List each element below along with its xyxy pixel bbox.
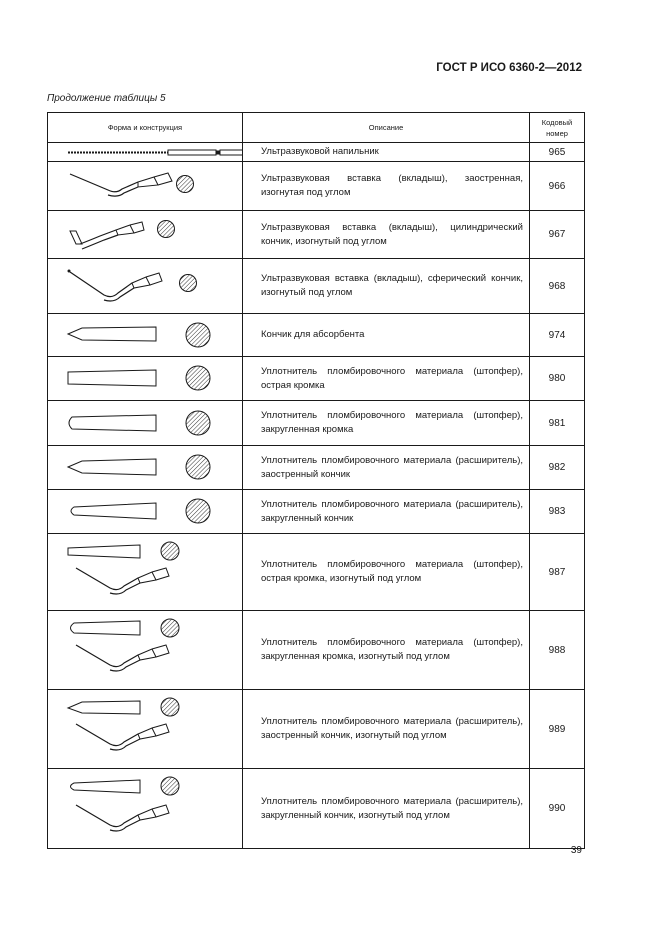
figure-spreader-pointed (48, 446, 243, 490)
row-code: 983 (530, 490, 585, 534)
row-desc: Уплотнитель пломбировочного материала (расширитель), закругленный кончик, изогнутый под углом (243, 769, 530, 849)
row-desc: Ультразвуковая вставка (вкладыш), заостренная, изогнутая под углом (243, 162, 530, 211)
spreader-rounded-angled-drawing (48, 769, 243, 848)
row-code: 988 (530, 611, 585, 690)
table-row (48, 534, 585, 611)
table-row (48, 162, 585, 211)
row-code: 981 (530, 401, 585, 446)
instrument-table (47, 112, 585, 849)
table-row (48, 769, 585, 849)
figure-insert-spherical (48, 259, 243, 314)
row-desc: Ультразвуковая вставка (вкладыш), сферический кончик, изогнутый под углом (243, 259, 530, 314)
spreader-rounded-drawing (48, 490, 243, 533)
table-continuation-caption: Продолжение таблицы 5 (47, 93, 166, 104)
insert-pointed-drawing (48, 162, 243, 210)
row-code: 967 (530, 211, 585, 259)
row-code: 966 (530, 162, 585, 211)
table-row (48, 259, 585, 314)
row-code: 990 (530, 769, 585, 849)
table-row (48, 446, 585, 490)
row-desc: Ультразвуковой напильник (243, 143, 530, 162)
plugger-sharp-drawing (48, 357, 243, 400)
plugger-sharp-angled-drawing (48, 534, 243, 610)
insert-spherical-drawing (48, 259, 243, 313)
spreader-pointed-angled-drawing (48, 690, 243, 768)
row-desc: Уплотнитель пломбировочного материала (штопфер), острая кромка (243, 357, 530, 401)
figure-spreader-rounded (48, 490, 243, 534)
row-code: 987 (530, 534, 585, 611)
plugger-rounded-angled-drawing (48, 611, 243, 689)
row-desc: Уплотнитель пломбировочного материала (штопфер), закругленная кромка, изогнутый под углом (243, 611, 530, 690)
spreader-pointed-drawing (48, 446, 243, 489)
figure-absorbent-tip (48, 314, 243, 357)
header-description: Описание (243, 113, 530, 143)
table-row (48, 143, 585, 162)
row-code: 974 (530, 314, 585, 357)
row-desc: Уплотнитель пломбировочного материала (расширитель), закругленный кончик (243, 490, 530, 534)
row-code: 965 (530, 143, 585, 162)
figure-plugger-rounded (48, 401, 243, 446)
page-number: 39 (570, 845, 582, 856)
figure-plugger-sharp-angled (48, 534, 243, 611)
standard-designation: ГОСТ Р ИСО 6360-2—2012 (436, 62, 582, 74)
figure-ultrasonic-file (48, 143, 243, 162)
row-code: 989 (530, 690, 585, 769)
row-desc: Уплотнитель пломбировочного материала (штопфер), закругленная кромка (243, 401, 530, 446)
table-row (48, 490, 585, 534)
figure-plugger-sharp (48, 357, 243, 401)
table-row (48, 314, 585, 357)
row-desc: Уплотнитель пломбировочного материала (расширитель), заостренный кончик, изогнутый под углом (243, 690, 530, 769)
row-desc: Уплотнитель пломбировочного материала (расширитель), заостренный кончик (243, 446, 530, 490)
row-code: 982 (530, 446, 585, 490)
row-desc: Ультразвуковая вставка (вкладыш), цилиндрический кончик, изогнутый под углом (243, 211, 530, 259)
row-code: 980 (530, 357, 585, 401)
header-shape: Форма и конструкция (48, 113, 243, 143)
row-code: 968 (530, 259, 585, 314)
figure-insert-pointed (48, 162, 243, 211)
figure-plugger-rounded-angled (48, 611, 243, 690)
absorbent-tip-drawing (48, 314, 243, 356)
table-header-row (48, 113, 585, 143)
row-desc: Уплотнитель пломбировочного материала (штопфер), острая кромка, изогнутый под углом (243, 534, 530, 611)
table-row (48, 401, 585, 446)
row-desc: Кончик для абсорбента (243, 314, 530, 357)
figure-insert-cylindrical (48, 211, 243, 259)
figure-spreader-pointed-angled (48, 690, 243, 769)
table-row (48, 690, 585, 769)
ultrasonic-file-drawing (48, 145, 243, 160)
table-row (48, 211, 585, 259)
table-row (48, 611, 585, 690)
header-code: Кодовый номер (530, 113, 585, 143)
insert-cylindrical-drawing (48, 211, 243, 258)
figure-spreader-rounded-angled (48, 769, 243, 849)
table-row (48, 357, 585, 401)
plugger-rounded-drawing (48, 401, 243, 445)
